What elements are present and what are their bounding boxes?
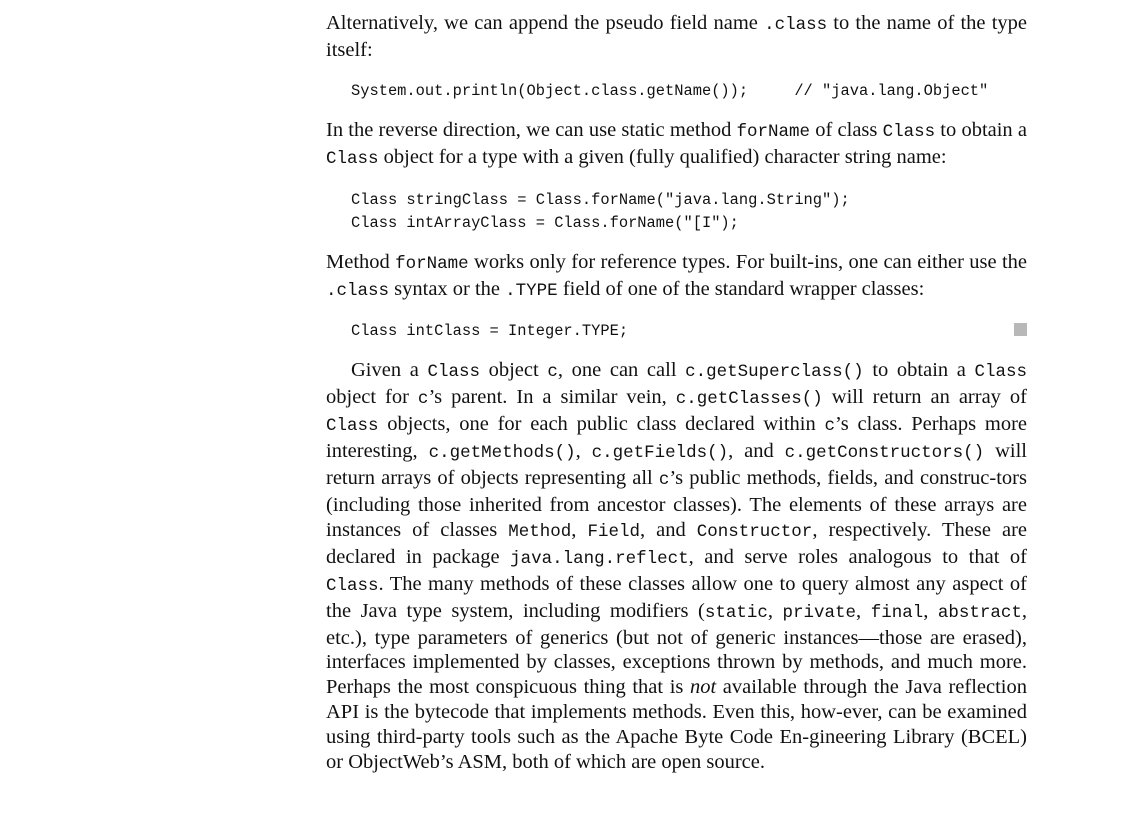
code-line: Class intClass = Integer.TYPE; (351, 322, 629, 341)
text-run: , (767, 599, 783, 622)
paragraph-forname (326, 118, 1027, 172)
text-run: available through the Java reflection API is the bytecode that implements methods. Even this, how-ever, can be examined using third-party tools such as the Apache Byte Code En-gineering Library (BCEL) or ObjectWeb’s ASM, both of which are open source. (326, 676, 1027, 774)
inline-code: abstract (937, 602, 1022, 623)
inline-code: Class (326, 416, 379, 437)
text-run: , and serve roles analogous to that of (688, 545, 1027, 568)
text-run: , and (728, 440, 785, 463)
text-run: Alternatively, we can append the pseudo field name (326, 12, 765, 34)
text-run: , (575, 440, 592, 463)
code-block-integer-type (326, 320, 1027, 343)
inline-code: .class (326, 280, 390, 301)
document-page (326, 11, 1027, 775)
text-run: works only for reference types. For built-ins, one can either use the (468, 250, 1027, 273)
text-run: , and (639, 518, 697, 541)
inline-code: c.getMethods() (428, 443, 576, 464)
code-block-forname (326, 189, 1027, 235)
text-run: ’s public methods, fields, and construc-tors (including those inherited from ancestor classes). The elements of these arrays are instances of classes (326, 467, 1027, 541)
text-run: Given a (351, 359, 428, 382)
inline-code: c.getConstructors() (784, 443, 985, 464)
emphasis-text: not (689, 676, 717, 699)
inline-code: Field (587, 521, 640, 542)
inline-code: c.getFields() (591, 443, 729, 464)
inline-code: .TYPE (505, 280, 558, 301)
text-run: ’s class. Perhaps more interesting, (326, 413, 1028, 463)
inline-code: Class (974, 362, 1028, 383)
text-run: object (479, 359, 548, 382)
text-run: , respectively. These are declared in package (326, 518, 1027, 568)
inline-code: c (417, 389, 429, 410)
text-run: , etc.), type parameters of generics (but not of generic instances—those are erased), interfaces implemented by classes, exceptions thrown by methods, and much more. Perhaps the most conspicuous thing that is (326, 599, 1027, 699)
text-run: will return an array of (822, 386, 1027, 409)
inline-code: Class (882, 121, 936, 142)
text-run: , one can call (557, 359, 686, 382)
inline-code: private (782, 602, 857, 623)
code-line: Class intArrayClass = Class.forName("[I"); (351, 213, 739, 232)
inline-code: .class (764, 15, 828, 35)
code-block-getname (326, 80, 1027, 103)
inline-code: c (658, 470, 670, 491)
inline-code: c (547, 362, 558, 383)
text-run: to the name of the type itself: (326, 12, 1027, 61)
text-run: syntax or the (389, 277, 506, 300)
text-run: of class (810, 118, 883, 141)
paragraph-pseudo-field (326, 11, 1027, 63)
text-run: object for (326, 386, 418, 409)
text-run: , (856, 599, 871, 622)
inline-code: c.getSuperclass() (685, 362, 864, 383)
text-run: to obtain a (863, 359, 975, 382)
inline-code: static (704, 602, 768, 623)
paragraph-builtins (326, 250, 1027, 304)
text-run: , (571, 518, 588, 541)
text-run: to obtain a (935, 118, 1027, 141)
text-run: Method (326, 250, 396, 273)
inline-code: c.getClasses() (675, 389, 823, 410)
inline-code: c (824, 416, 836, 437)
inline-code: forName (395, 253, 469, 274)
code-line: System.out.println(Object.class.getName()); // "java.lang.Object" (351, 81, 989, 100)
inline-code: java.lang.reflect (510, 548, 689, 569)
code-line: Class stringClass = Class.forName("java.lang.String"); (351, 190, 850, 209)
text-run: field of one of the standard wrapper classes: (557, 277, 925, 300)
inline-code: Class (326, 575, 379, 596)
inline-code: Constructor (696, 521, 813, 542)
inline-code: Class (427, 362, 480, 383)
text-run: objects, one for each public class declared within (378, 413, 825, 436)
end-of-example-square-icon (1014, 323, 1027, 336)
text-run: . The many methods of these classes allow one to query almost any aspect of the Java type system, including modifiers ( (326, 572, 1027, 622)
text-run: In the reverse direction, we can use static method (326, 118, 737, 141)
text-run: object for a type with a given (fully qualified) character string name: (378, 145, 947, 168)
inline-code: final (870, 602, 924, 623)
paragraph-reflection-api (326, 358, 1027, 775)
text-run: will return arrays of objects representing all (326, 440, 1027, 490)
inline-code: Class (326, 148, 379, 169)
text-run: ’s parent. In a similar vein, (428, 386, 676, 409)
text-run: , (923, 599, 938, 622)
inline-code: Method (508, 521, 572, 542)
inline-code: forName (736, 121, 811, 142)
